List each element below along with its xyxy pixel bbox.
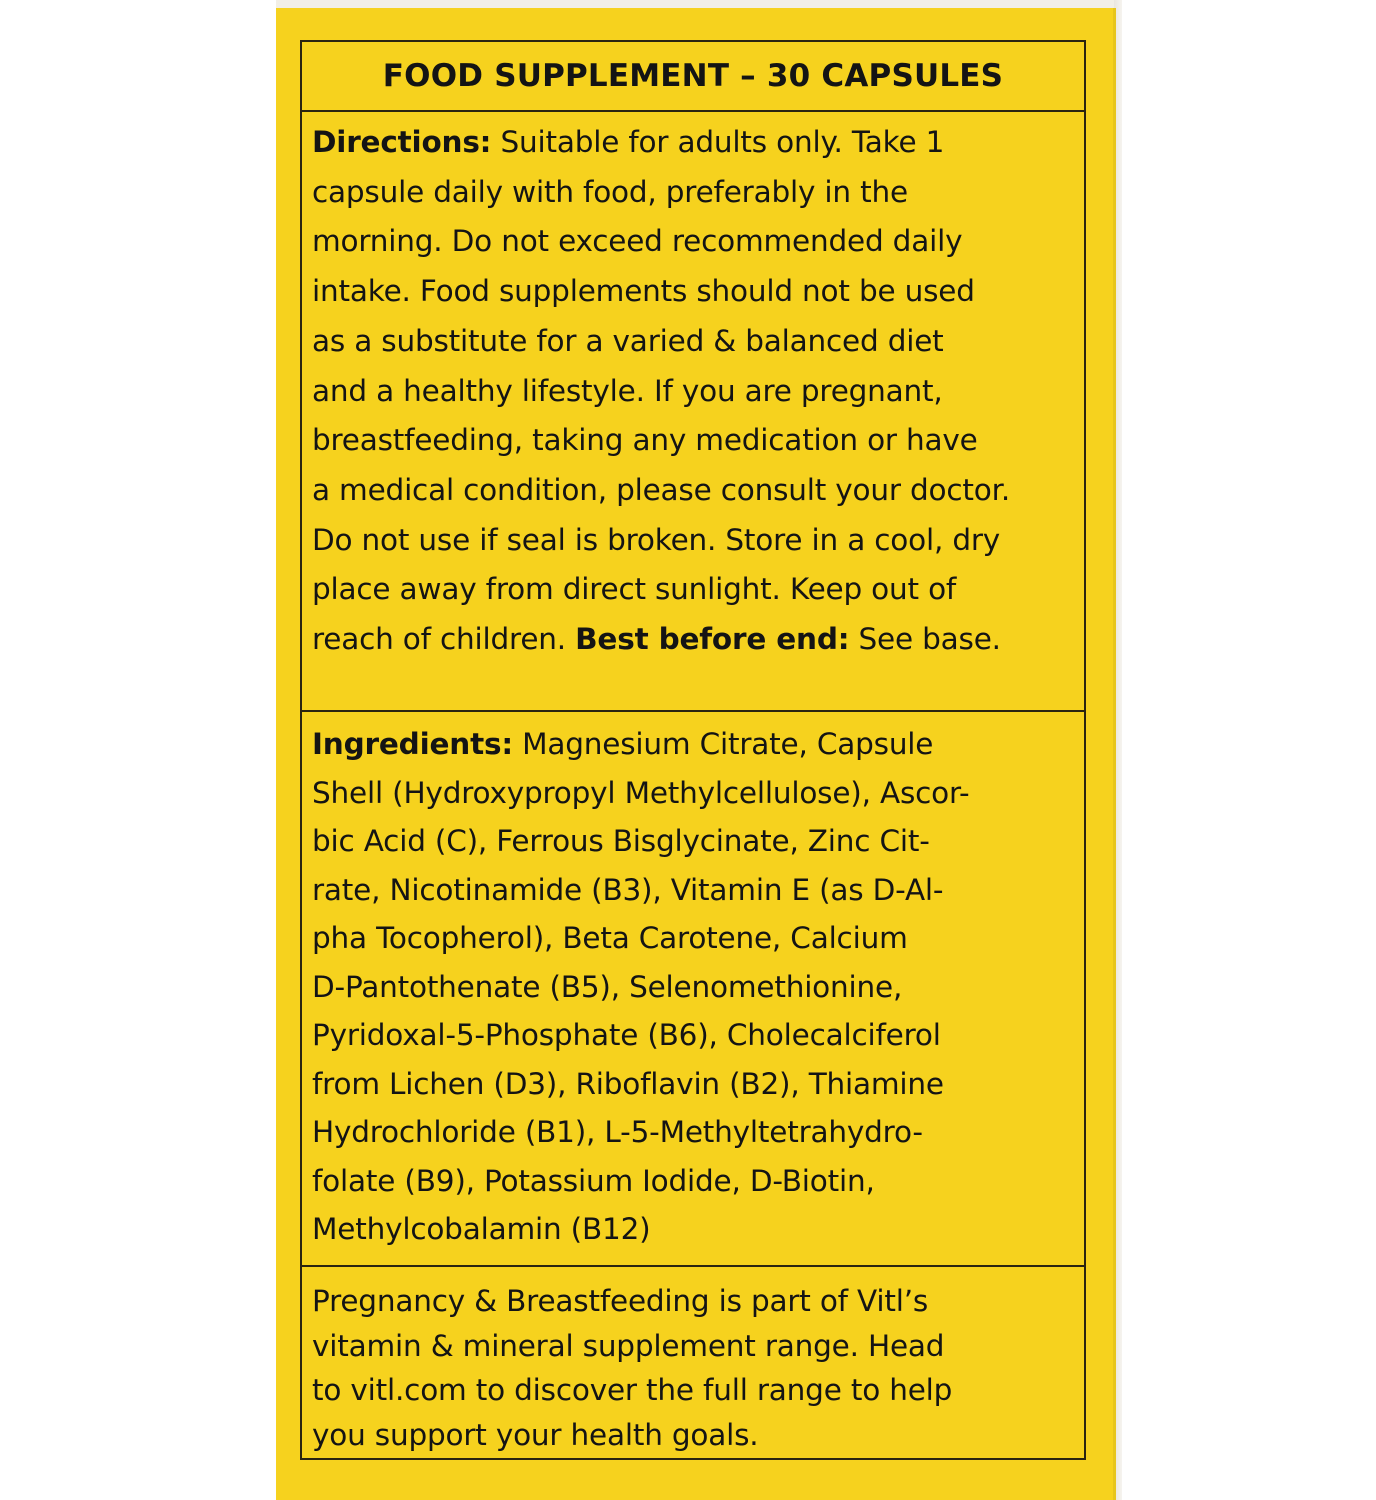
ingredients-line: Shell (Hydroxypropyl Methylcellulose), Ascor- [312, 775, 970, 810]
ingredients-line: from Lichen (D3), Riboflavin (B2), Thiamine [312, 1066, 944, 1101]
directions-line: Do not use if seal is broken. Store in a cool, dry [312, 522, 1001, 557]
ingredients-section [302, 712, 1084, 1267]
best-before-value: See base. [849, 622, 1001, 657]
directions-line: as a substitute for a varied & balanced diet [312, 323, 944, 358]
range-line: you support your health goals. [312, 1417, 759, 1452]
range-line: vitamin & mineral supplement range. Head [312, 1328, 945, 1363]
label-panel [300, 40, 1086, 1460]
ingredients-line: Ingredients: Magnesium Citrate, Capsule [312, 727, 934, 761]
directions-line: reach of children. Best before end: See base. [312, 622, 1001, 657]
ingredients-line: D-Pantothenate (B5), Selenomethionine, [312, 969, 903, 1004]
ingredients-line: pha Tocopherol), Beta Carotene, Calcium [312, 921, 908, 955]
range-line: Pregnancy & Breastfeeding is part of Vitl’s [312, 1284, 929, 1318]
directions-line: breastfeeding, taking any medication or have [312, 423, 978, 458]
ingredients-line: folate (B9), Potassium Iodide, D-Biotin, [312, 1163, 875, 1198]
directions-section [302, 112, 1084, 712]
directions-line: capsule daily with food, preferably in the [312, 174, 908, 209]
directions-line: and a healthy lifestyle. If you are pregnant, [312, 373, 943, 408]
directions-line: morning. Do not exceed recommended daily [312, 224, 963, 259]
directions-line: intake. Food supplements should not be used [312, 274, 975, 309]
range-section [302, 1267, 1084, 1460]
ingredients-line: Methylcobalamin (B12) [312, 1212, 651, 1246]
ingredients-line: bic Acid (C), Ferrous Bisglycinate, Zinc Cit- [312, 824, 930, 858]
directions-label: Directions: [312, 125, 492, 159]
directions-line: place away from direct sunlight. Keep out of [312, 572, 957, 607]
ingredients-line: Hydrochloride (B1), L-5-Methyltetrahydro- [312, 1115, 923, 1149]
directions-line: Directions: Suitable for adults only. Take 1 [312, 125, 945, 159]
range-line: to vitl.com to discover the full range to help [312, 1373, 953, 1407]
ingredients-line: rate, Nicotinamide (B3), Vitamin E (as D-Al- [312, 872, 944, 907]
ingredients-label: Ingredients: [312, 727, 513, 761]
ingredients-line: Pyridoxal-5-Phosphate (B6), Cholecalciferol [312, 1018, 941, 1052]
directions-line: a medical condition, please consult your doctor. [312, 472, 1011, 507]
panel-header [302, 42, 1084, 112]
best-before-label: Best before end: [575, 622, 850, 657]
product-format-title: FOOD SUPPLEMENT – 30 CAPSULES [382, 58, 1004, 94]
